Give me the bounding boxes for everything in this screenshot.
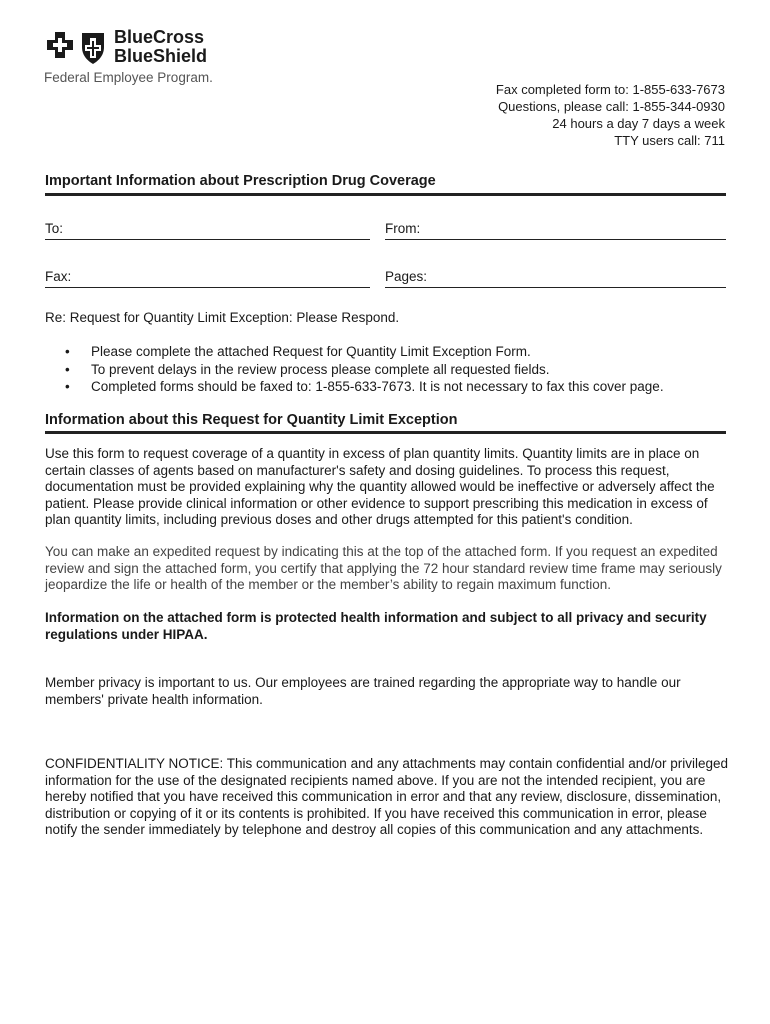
bcbs-logo xyxy=(44,26,244,88)
fax-label: Fax: xyxy=(45,269,72,284)
from-field[interactable] xyxy=(385,239,726,240)
expedited-paragraph: You can make an expedited request by indicating this at the top of the attached form. If you request an expedited review and sign the attached form, you certify that applying the 72 hour standard review time frame may seriously jeopardize the life or health of the member or the member’s ability to regain maximum function. xyxy=(45,544,722,593)
cross-and-shield-icon xyxy=(44,30,110,66)
pages-label: Pages: xyxy=(385,269,428,284)
brand-name-line1: BlueCross xyxy=(114,27,205,47)
title-divider xyxy=(45,193,726,196)
re-line: Re: Request for Quantity Limit Exception: Please Respond. xyxy=(45,310,400,325)
section-title: Information about this Request for Quantity Limit Exception xyxy=(45,412,458,428)
list-item: • Completed forms should be faxed to: 1-855-633-7673. It is not necessary to fax this cover page. xyxy=(60,378,664,396)
program-name: Federal Employee Program. xyxy=(44,70,213,85)
tty-line: TTY users call: 711 xyxy=(614,133,725,148)
list-item: • Please complete the attached Request for Quantity Limit Exception Form. xyxy=(60,343,664,361)
fax-field[interactable] xyxy=(45,287,370,288)
fax-number-line: Fax completed form to: 1-855-633-7673 xyxy=(495,82,725,97)
questions-phone-line: Questions, please call: 1-855-344-0930 xyxy=(498,99,725,114)
from-label: From: xyxy=(385,221,421,236)
list-item: • To prevent delays in the review process please complete all requested fields. xyxy=(60,361,664,379)
contact-block xyxy=(496,81,725,149)
hours-line: 24 hours a day 7 days a week xyxy=(552,116,725,131)
instructions-list xyxy=(60,343,664,396)
pages-field[interactable] xyxy=(385,287,726,288)
to-field[interactable] xyxy=(45,239,370,240)
page-title: Important Information about Prescription Drug Coverage xyxy=(45,173,436,189)
hipaa-notice: Information on the attached form is protected health information and subject to all privacy and security regulations under HIPAA. xyxy=(45,610,707,642)
intro-paragraph: Use this form to request coverage of a quantity in excess of plan quantity limits. Quantity limits are in place on certain classes of agents based on manufacturer's safety and dosing guidelines. To process this request, documentation must be provided explaining why the quantity allowed would be ineffective or adversely affect the patient. Please provide clinical information or other evidence to support prescribing this medication in excess of plan quantity limits, including previous doses and other drugs attempted for this patient's condition. xyxy=(45,446,715,528)
brand-name-line2: BlueShield xyxy=(114,46,208,66)
to-label: To: xyxy=(45,221,64,236)
confidentiality-notice: CONFIDENTIALITY NOTICE: This communication and any attachments may contain confidential and/or privileged information for the use of the designated recipients named above. If you are not the intended recipient, you are hereby notified that you have received this communication in error and that any review, disclosure, dissemination, distribution or copying of it or its contents is prohibited. If you have received this communication in error, please notify the sender immediately by telephone and destroy all copies of this communication and any attachments. xyxy=(45,756,729,838)
privacy-paragraph: Member privacy is important to us. Our employees are trained regarding the appropriate way to handle our members' private health information. xyxy=(45,675,681,707)
section-divider xyxy=(45,431,726,434)
